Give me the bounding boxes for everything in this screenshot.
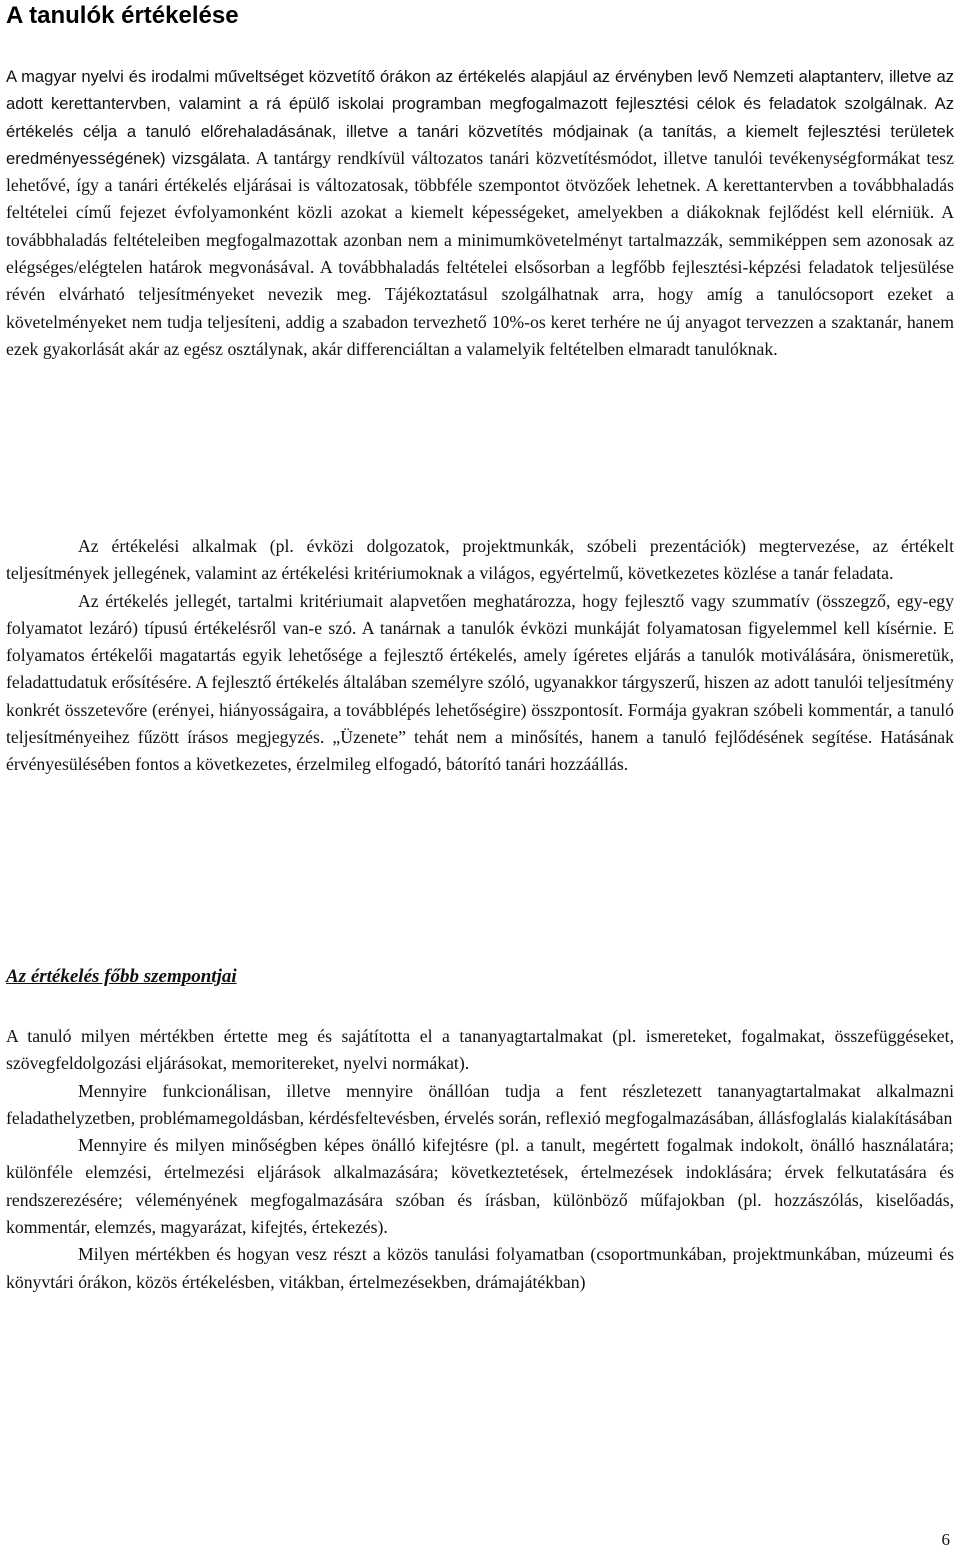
page-title: A tanulók értékelése [6, 2, 239, 29]
criterion-paragraph-2: Mennyire funkcionálisan, illetve mennyire önállóan tudja a fent részletezett tananyagtartalmakat alkalmazni feladathelyzetben, problémamegoldásban, kérdésfeltevésben, érvelés során, reflexió megfogalmazásában, állásfoglalás kialakításában [6, 1080, 954, 1128]
page-number: 6 [941, 1530, 950, 1549]
evaluation-paragraphs [6, 533, 954, 779]
criterion-paragraph-3: Mennyire és milyen minőségben képes önálló kifejtésre (pl. a tanult, megértett fogalmak indokolt, önálló használatára; különféle elemzési, értelmezési eljárások alkalmazására; következtetések, értelmezések indoklására; érvek felkutatására és rendszerezésére; véleményének megfogalmazására szóban és írásban, különböző műfajokban (pl. hozzászólás, kiselőadás, kommentár, elemzés, magyarázat, kifejtés, értekezés). [6, 1135, 954, 1238]
criterion-paragraph-4: Milyen mértékben és hogyan vesz részt a közös tanulási folyamatban (csoportmunkában, projektmunkában, múzeumi és könyvtári órákon, közös értékelésben, vitákban, értelmezésekben, drámajátékban) [6, 1244, 954, 1292]
intro-sans-text: A magyar nyelvi és irodalmi műveltséget közvetítő órákon az értékelés alapjául az érvényben levő Nemzeti alaptanterv, illetve az adott kerettantervben, valamint a rá épülő iskolai programban megfogalmazott fejlesztési célok és feladatok szolgálnak. Az értékelés célja a tanuló előrehaladásának, illetve a tanári közvetítés módjainak (a tanítás, a kiemelt fejlesztési területek eredményességének) vizsgálata. [6, 67, 954, 168]
intro-serif-text: A tantárgy rendkívül változatos tanári közvetítésmódot, illetve tanulói tevékenységformákat tesz lehetővé, így a tanári értékelés eljárásai is változatosak, többféle szempontot ötvözőek lehetnek. A kerettantervben a továbbhaladás feltételei című fejezet évfolyamonként közli azokat a kiemelt képességeket, amelyekben a diákoknak fejlődést kell elérniük. A továbbhaladás feltételeiben megfogalmazottak azonban nem a minimumkövetelményt tartalmazzák, semmiképpen sem azonosak az elégséges/elégtelen határok megvonásával. A továbbhaladás feltételei elsősorban a legfőbb fejlesztési-képzési feladatok teljesülése révén elvárható teljesítményeket nevezik meg. Tájékoztatásul szolgálhatnak arra, hogy amíg a tanulócsoport ezeket a követelményeket nem tudja teljesíteni, addig a szabadon tervezhető 10%-os keret terhére ne új anyagot tervezzen a szaktanár, hanem ezek gyakorlását akár az egész osztálynak, akár differenciáltan a valamelyik feltételben elmaradt tanulóknak. [6, 147, 954, 359]
section-heading: Az értékelés főbb szempontjai [6, 966, 237, 987]
criteria-paragraphs [6, 1023, 954, 1296]
intro-paragraph [6, 63, 954, 363]
criterion-paragraph-1: A tanuló milyen mértékben értette meg és sajátította el a tananyagtartalmakat (pl. ismereteket, fogalmakat, összefüggéseket, szövegfeldolgozási eljárásokat, memoritereket, nyelvi normákat). [6, 1026, 954, 1074]
paragraph-evaluation-occasions: Az értékelési alkalmak (pl. évközi dolgozatok, projektmunkák, szóbeli prezentációk) megtervezése, az értékelt teljesítmények jellegének, valamint az értékelési kritériumoknak a világos, egyértelmű, következetes közlése a tanár feladata. [6, 536, 954, 584]
paragraph-evaluation-character: Az értékelés jellegét, tartalmi kritériumait alapvetően meghatározza, hogy fejlesztő vagy szummatív (összegző, egy-egy folyamatot lezáró) típusú értékelésről van-e szó. A tanárnak a tanulók évközi munkáját folyamatosan figyelemmel kell kísérnie. E folyamatos értékelői magatartás egyik lehetősége a fejlesztő értékelés, amely ígéretes eljárás a tanulók motiválására, önismeretük, feladattudatuk erősítésére. A fejlesztő értékelés általában személyre szóló, ugyanakkor tárgyszerű, hiszen az adott tanulói teljesítmény konkrét összetevőre (erényei, hiányosságaira, a továbblépés lehetőségire) összpontosít. Formája gyakran szóbeli kommentár, a tanuló teljesítményeihez fűzött írásos megjegyzés. „Üzenete” tehát nem a minősítés, hanem a tanuló fejlődésének segítése. Hatásának érvényesülésében fontos a következetes, érzelmileg elfogadó, bátorító tanári hozzáállás. [6, 590, 954, 775]
